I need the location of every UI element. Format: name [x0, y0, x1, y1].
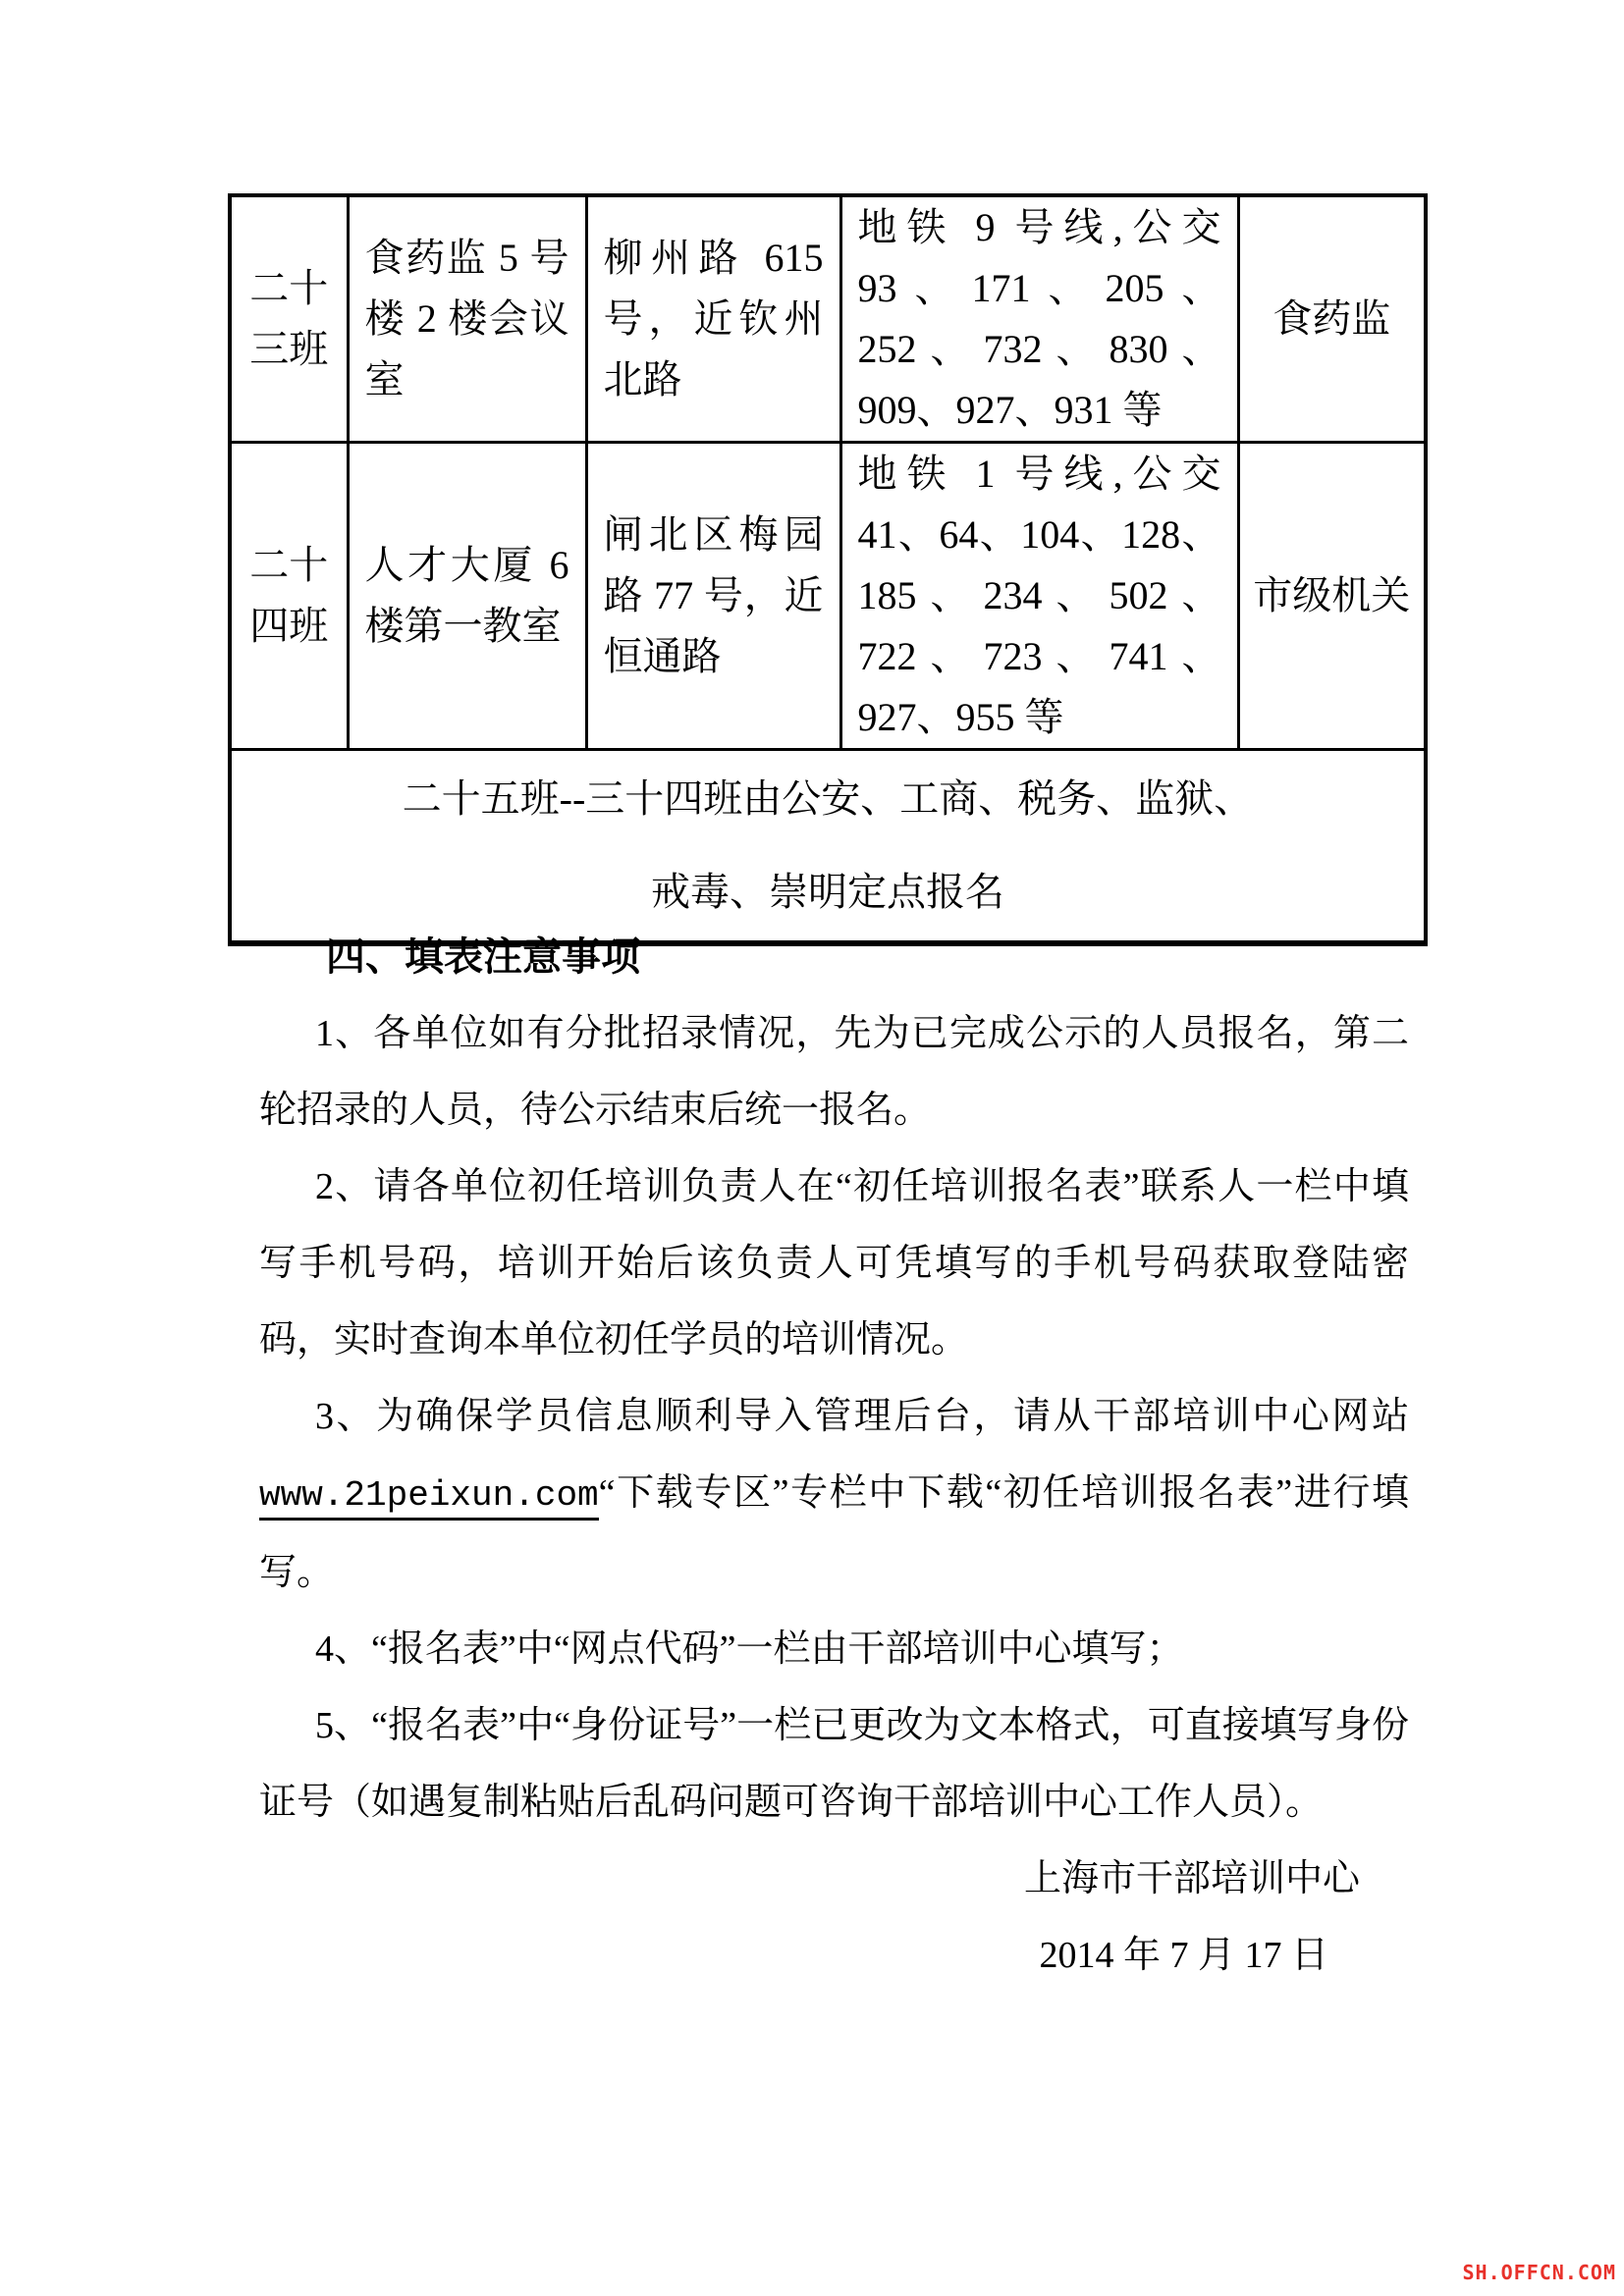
footnote-line-1: 二十五班--三十四班由公安、工商、税务、监狱、 — [402, 776, 1254, 822]
training-center-url-link[interactable]: www.21peixun.com — [259, 1475, 599, 1521]
site-watermark: SH.OFFCN.COM — [1462, 2261, 1616, 2284]
address-cell: 闸北区梅园路 77 号，近恒通路 — [586, 443, 840, 750]
class-location-table — [228, 193, 1428, 946]
table-row — [230, 195, 1426, 443]
paragraph-3-suffix: “下载专区”专栏中下载“初任培训报名表”进行填写。 — [259, 1472, 1409, 1593]
table-footnote-row — [230, 750, 1426, 943]
signature-organization: 上海市干部培训中心 — [1023, 1858, 1360, 1899]
paragraph-3-prefix: 3、为确保学员信息顺利导入管理后台，请从干部培训中心网站 — [315, 1396, 1409, 1437]
venue-cell: 食药监 5 号楼 2 楼会议室 — [348, 195, 586, 443]
transit-cell: 地铁 9 号线,公交 93、171、205、252、732、830、909、927、931 等 — [840, 195, 1238, 443]
note-paragraph-5: 5、“报名表”中“身份证号”一栏已更改为文本格式，可直接填写身份证号（如遇复制粘贴后乱码问题可咨询干部培训中心工作人员）。 — [259, 1705, 1409, 1823]
unit-cell: 食药监 — [1238, 195, 1426, 443]
footnote-line-2: 戒毒、崇明定点报名 — [651, 870, 1004, 915]
signature-date: 2014 年 7 月 17 日 — [1039, 1935, 1328, 1976]
address-cell: 柳州路 615 号，近钦州北路 — [586, 195, 840, 443]
footnote-cell — [230, 750, 1426, 943]
unit-cell: 市级机关 — [1238, 443, 1426, 750]
venue-cell: 人才大厦 6 楼第一教室 — [348, 443, 586, 750]
note-paragraph-1: 1、各单位如有分批招录情况，先为已完成公示的人员报名，第二轮招录的人员，待公示结束后统一报名。 — [259, 1013, 1409, 1131]
notes-section — [259, 919, 1409, 1994]
section-heading: 四、填表注意事项 — [326, 935, 640, 979]
note-paragraph-2: 2、请各单位初任培训负责人在“初任培训报名表”联系人一栏中填写手机号码，培训开始后该负责人可凭填写的手机号码获取登陆密码，实时查询本单位初任学员的培训情况。 — [259, 1166, 1409, 1361]
transit-cell: 地铁 1 号线,公交 41、64、104、128、185、234、502、722、723、741、927、955 等 — [840, 443, 1238, 750]
note-paragraph-4: 4、“报名表”中“网点代码”一栏由干部培训中心填写； — [315, 1629, 1184, 1670]
class-number-cell: 二十四班 — [230, 443, 348, 750]
note-paragraph-3 — [259, 1378, 1409, 1611]
class-number-cell: 二十三班 — [230, 195, 348, 443]
table-row — [230, 443, 1426, 750]
